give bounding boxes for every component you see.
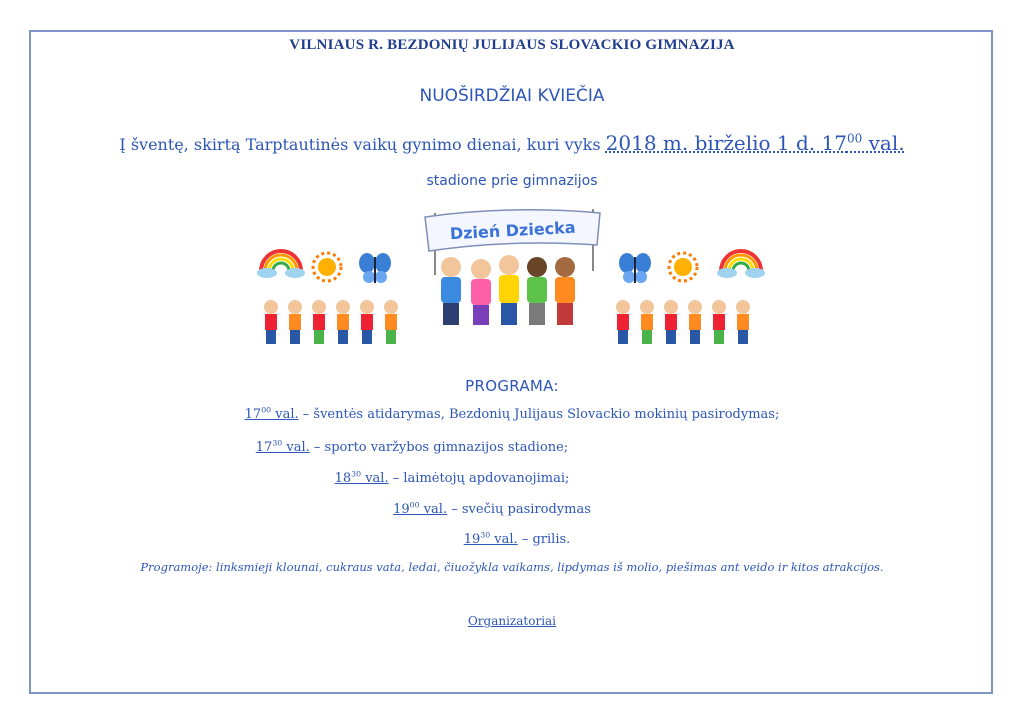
- organizers-signature: Organizatoriai: [467, 614, 557, 628]
- program-item: [0, 440, 924, 455]
- program-heading: PROGRAMA:: [465, 377, 559, 395]
- event-line: [0, 131, 1024, 155]
- program-item: [0, 471, 964, 486]
- rainbow-icon: [717, 251, 765, 278]
- program-item-desc: – svečių pasirodymas: [447, 502, 591, 517]
- program-item-desc: – laimėtojų apdovanojimai;: [388, 471, 570, 486]
- program-item: [0, 502, 1004, 517]
- event-date: 2018 m. birželio 1 d. 17: [605, 131, 847, 155]
- sun-icon: [669, 253, 697, 281]
- invitation-title: NUOŠIRDŽIAI KVIEČIA: [419, 86, 605, 106]
- page-border: [29, 30, 993, 694]
- school-name: VILNIAUS R. BEZDONIŲ JULIJAUS SLOVACKIO GIMNAZIJA: [289, 37, 735, 53]
- program-item: [5, 532, 1024, 547]
- sun-icon: [313, 253, 341, 281]
- butterfly-icon: [359, 253, 391, 283]
- event-text: Į šventę, skirtą Tarptautinės vaikų gynimo dienai, kuri vyks: [119, 135, 606, 154]
- kids-row-right: [616, 300, 750, 344]
- program-item-desc: – grilis.: [517, 532, 571, 547]
- program-item: [0, 407, 1024, 422]
- program-item-desc: – sporto varžybos gimnazijos stadione;: [309, 440, 569, 455]
- program-item-desc: – šventės atidarymas, Bezdonių Julijaus Slovackio mokinių pasirodymas;: [298, 407, 780, 422]
- central-children-figure: [441, 255, 575, 325]
- rainbow-icon: [257, 251, 305, 278]
- banner-text: Dzień Dziecka: [449, 217, 576, 244]
- program-note: Programoje: linksmieji klounai, cukraus vata, ledai, čiuožykla vaikams, lipdymas iš molio, piešimas ant veido ir kitos atrakcijos.: [140, 560, 884, 574]
- program-item-time: $18^{30}$ val.: [334, 469, 389, 486]
- event-time-unit: val.: [862, 131, 905, 155]
- event-venue: stadione prie gimnazijos: [426, 173, 598, 189]
- program-item-time: $17^{00}$ val.: [244, 405, 299, 422]
- program-item-time: $17^{30}$ val.: [255, 438, 310, 455]
- kids-row-left: [264, 300, 398, 344]
- butterfly-icon: [619, 253, 651, 283]
- event-datetime: [606, 131, 905, 155]
- event-time-minutes: 00: [846, 131, 863, 146]
- children-day-illustration: [255, 205, 775, 355]
- program-item-time: $19^{00}$ val.: [393, 500, 448, 517]
- program-item-time: $19^{30}$ val.: [463, 530, 518, 547]
